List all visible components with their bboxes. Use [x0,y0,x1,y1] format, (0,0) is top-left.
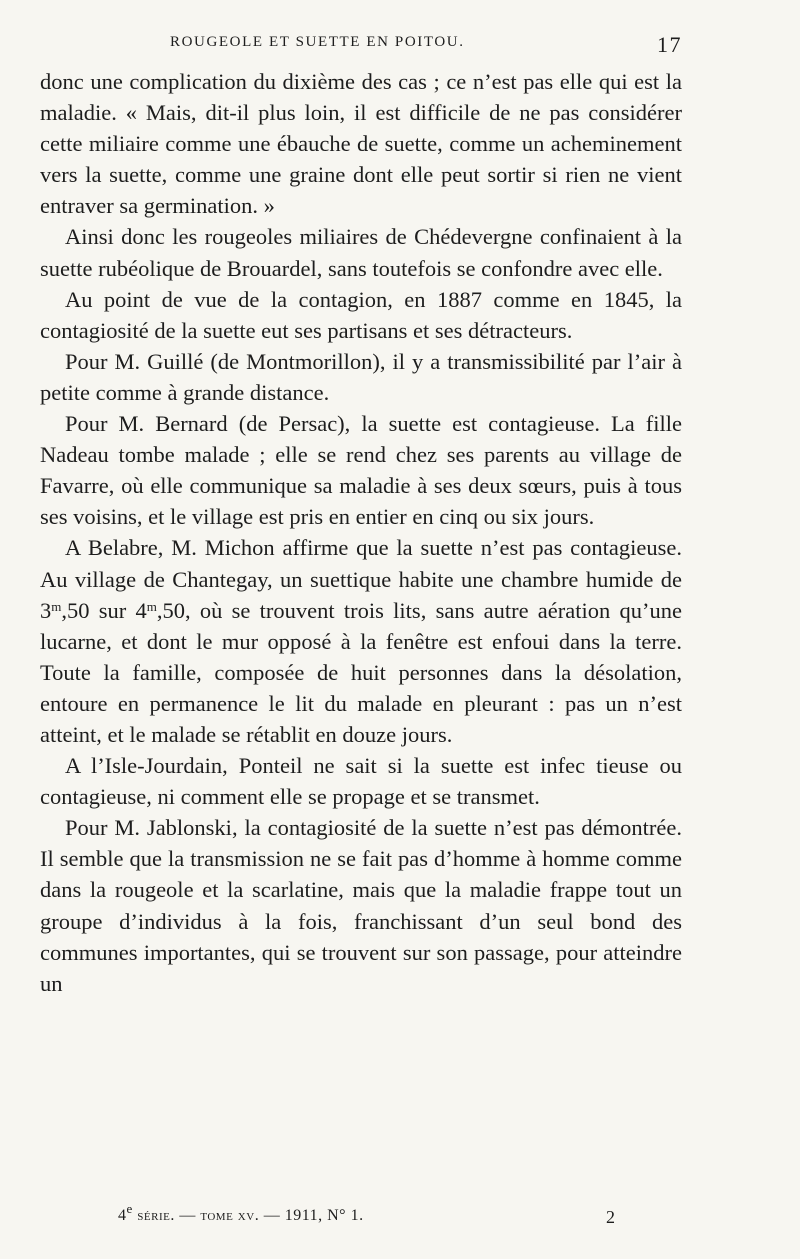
series-label: série. [137,1207,175,1224]
series-superscript: e [126,1201,133,1216]
paragraph-text: ,50, où se trouvent trois lits, sans autre aération qu’une lucarne, et dont le mur opposé à la fenêtre est enfoui dans la terre. Toute la famille, composée de huit personnes dans la désolation, entoure en permanence le lit du malade en pleurant : pas un n’est atteint, et le malade se rétablit en douze jours. [40,597,683,747]
paragraph: Pour M. Bernard (de Persac), la suette est contagieuse. La fille Nadeau tombe malade ; elle se rend chez ses parents au village de Favarre, où elle communique sa maladie à ses deux sœurs, puis à tous ses voisins, et le village est pris en entier en cinq ou six jours. [40,411,682,530]
signature-mark: 2 [606,1207,615,1227]
series-number: 4 [118,1207,127,1224]
page-header [40,30,682,60]
body-text [40,66,682,999]
unit-superscript: m [146,598,157,614]
running-title: ROUGEOLE ET SUETTE EN POITOU. [170,34,465,50]
unit-superscript: m [51,598,62,614]
page-footer [40,1201,682,1233]
year-number: — 1911, N° 1. [263,1207,364,1224]
paragraph [40,532,682,750]
paragraph: Ainsi donc les rougeoles miliaires de Chédevergne confinaient à la suette rubéolique de Brouardel, sans toutefois se confondre avec elle. [40,224,682,281]
tome-label: — tome xv. [179,1207,260,1224]
page-number: 17 [657,32,682,57]
paragraph: donc une complication du dixième des cas ; ce n’est pas elle qui est la maladie. « Mais, dit-il plus loin, il est difficile de ne pas considérer cette miliaire comme une ébauche de suette, comme un acheminement vers la suette, comme une graine dont elle peut sortir si rien ne vient entraver sa germination. » [40,69,682,219]
paragraph: A l’Isle-Jourdain, Ponteil ne sait si la suette est infec tieuse ou contagieuse, ni comment elle se propage et se transmet. [40,753,682,810]
paragraph-text: ,50 sur 4 [61,597,147,623]
paragraph-text: A Belabre, M. Michon affirme que la suette n’est pas contagieuse. Au village de Chantegay, un suettique habite une chambre humide de 3 [40,535,682,623]
series-info [118,1201,364,1225]
paragraph: Pour M. Guillé (de Montmorillon), il y a transmissibilité par l’air à petite comme à grande distance. [40,348,682,405]
paragraph: Pour M. Jablonski, la contagiosité de la suette n’est pas démontrée. Il semble que la transmission ne se fait pas d’homme à homme comme dans la rougeole et la scarlatine, mais que la maladie frappe tout un groupe d’individus à la fois, franchissant d’un seul bond des communes importantes, qui se trouvent sur son passage, pour atteindre un [40,815,682,996]
paragraph: Au point de vue de la contagion, en 1887 comme en 1845, la contagiosité de la suette eut ses partisans et ses détracteurs. [40,286,682,343]
